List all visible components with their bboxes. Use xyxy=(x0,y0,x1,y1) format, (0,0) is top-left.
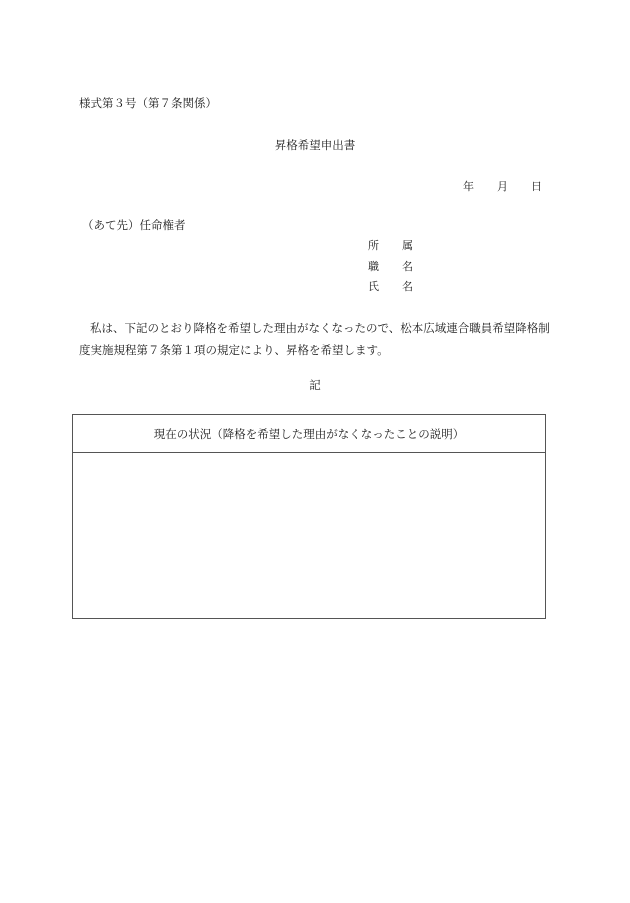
situation-box-header: 現在の状況（降格を希望した理由がなくなったことの説明） xyxy=(73,415,545,453)
position-label-char-2: 名 xyxy=(402,260,413,273)
affiliation-label-char-2: 属 xyxy=(402,239,413,252)
situation-box-content[interactable] xyxy=(73,453,545,618)
situation-box xyxy=(72,414,546,619)
addressee: （あて先）任命権者 xyxy=(82,218,186,232)
form-number: 様式第３号（第７条関係） xyxy=(79,96,217,110)
date-day-label: 日 xyxy=(531,180,542,193)
application-statement: 私は、下記のとおり降格を希望した理由がなくなったので、松本広域連合職員希望降格制度実施規程第７条第１項の規定により、昇格を希望します。 xyxy=(79,321,550,357)
affiliation-label-char-1: 所 xyxy=(368,239,379,252)
name-label-char-1: 氏 xyxy=(368,280,379,293)
ki-heading: 記 xyxy=(309,378,321,392)
document-title: 昇格希望申出書 xyxy=(274,138,356,152)
date-year-label: 年 xyxy=(463,180,474,193)
name-label-char-2: 名 xyxy=(402,280,413,293)
date-month-label: 月 xyxy=(497,180,508,193)
position-label-char-1: 職 xyxy=(368,260,379,273)
